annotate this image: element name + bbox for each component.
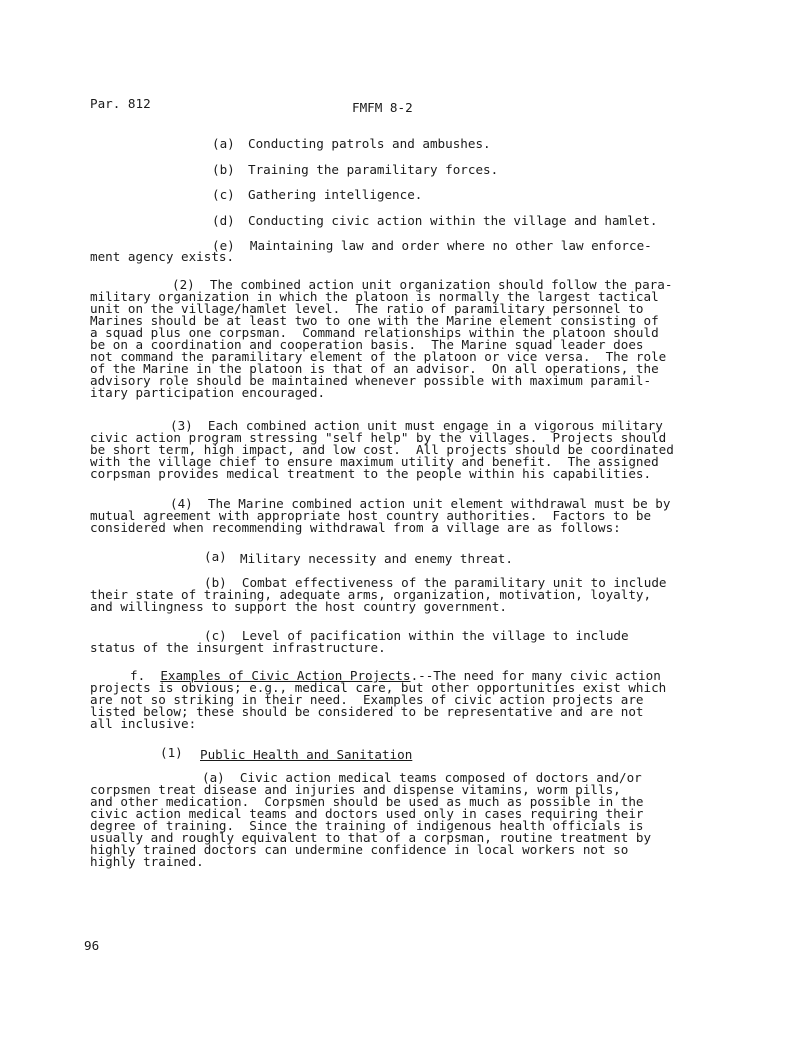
item-e-line: ment agency exists. xyxy=(90,249,235,264)
para3-line: with the village chief to ensure maximum utility and benefit. The assigned xyxy=(90,454,659,469)
para2-line: military organization in which the platoon is normally the largest tactical xyxy=(90,289,659,304)
section-f-line: projects is obvious; e.g., medical care, but other opportunities exist which xyxy=(90,680,667,695)
sub1-a-line: civic action medical teams and doctors used only in cases requiring their xyxy=(90,806,644,821)
header-manual-id: FMFM 8-2 xyxy=(352,100,413,115)
list-item-label: (d) xyxy=(212,213,235,228)
section-f-heading: Examples of Civic Action Projects xyxy=(160,668,411,683)
list-item-text: Conducting civic action within the village and hamlet. xyxy=(248,213,658,228)
list-item-text: Training the paramilitary forces. xyxy=(248,162,499,177)
para2-line: be on a coordination and cooperation basis. The Marine squad leader does xyxy=(90,337,644,352)
para3-line: (3) Each combined action unit must engage in a vigorous military xyxy=(170,418,663,433)
para2-line: itary participation encouraged. xyxy=(90,385,326,400)
sub1-a-line: corpsmen treat disease and injuries and dispense vitamins, worm pills, xyxy=(90,782,621,797)
para4-b-line: their state of training, adequate arms, organization, motivation, loyalty, xyxy=(90,587,652,602)
para2-line: a squad plus one corpsman. Command relationships within the platoon should xyxy=(90,325,659,340)
para4-a-label: (a) xyxy=(204,549,227,564)
section-f-line: listed below; these should be considered to be representative and are not xyxy=(90,704,644,719)
para4-line: mutual agreement with appropriate host country authorities. Factors to be xyxy=(90,508,652,523)
sub1-a-line: and other medication. Corpsmen should be used as much as possible in the xyxy=(90,794,644,809)
sub1-a-line: usually and roughly equivalent to that of a corpsman, routine treatment by xyxy=(90,830,652,845)
list-item-text: Gathering intelligence. xyxy=(248,187,423,202)
list-item-text: Conducting patrols and ambushes. xyxy=(248,136,491,151)
para3-line: civic action program stressing "self help" by the villages. Projects should xyxy=(90,430,667,445)
header-paragraph-ref: Par. 812 xyxy=(90,96,151,111)
section-f-line: are not so striking in their need. Examples of civic action projects are xyxy=(90,692,644,707)
page-number: 96 xyxy=(84,938,100,953)
item-e-line: (e) Maintaining law and order where no other law enforce- xyxy=(212,238,652,253)
para2-line: unit on the village/hamlet level. The ratio of paramilitary personnel to xyxy=(90,301,644,316)
list-item-label: (c) xyxy=(212,187,235,202)
section-f-line: all inclusive: xyxy=(90,716,197,731)
section-f-first-line-rest: .--The need for many civic action xyxy=(410,668,661,683)
list-item-label: (a) xyxy=(212,136,235,151)
para3-line: be short term, high impact, and low cost. All projects should be coordinated xyxy=(90,442,674,457)
sub1-label: (1) xyxy=(160,745,183,760)
sub1-a-line: highly trained. xyxy=(90,854,204,869)
sub1-a-line: degree of training. Since the training of indigenous health officials is xyxy=(90,818,644,833)
para4-c-line: status of the insurgent infrastructure. xyxy=(90,640,386,655)
para2-line: of the Marine in the platoon is that of an advisor. On all operations, the xyxy=(90,361,659,376)
sub1-a-line: (a) Civic action medical teams composed of doctors and/or xyxy=(202,770,642,785)
para2-line: not command the paramilitary element of the platoon or vice versa. The role xyxy=(90,349,667,364)
sub1-a-line: highly trained doctors can undermine confidence in local workers not so xyxy=(90,842,629,857)
para4-a-text: Military necessity and enemy threat. xyxy=(240,551,513,566)
para4-c-line: (c) Level of pacification within the village to include xyxy=(204,628,629,643)
para2-line: (2) The combined action unit organization should follow the para- xyxy=(172,277,673,292)
sub1-heading: Public Health and Sanitation xyxy=(200,747,413,762)
para4-line: considered when recommending withdrawal from a village are as follows: xyxy=(90,520,621,535)
para3-line: corpsman provides medical treatment to the people within his capabilities. xyxy=(90,466,652,481)
para4-b-line: and willingness to support the host country government. xyxy=(90,599,508,614)
list-item-label: (b) xyxy=(212,162,235,177)
para4-line: (4) The Marine combined action unit element withdrawal must be by xyxy=(170,496,671,511)
section-f-label: f. xyxy=(130,668,146,683)
para2-line: advisory role should be maintained whenever possible with maximum paramil- xyxy=(90,373,652,388)
para2-line: Marines should be at least two to one with the Marine element consisting of xyxy=(90,313,659,328)
para4-b-line: (b) Combat effectiveness of the paramilitary unit to include xyxy=(204,575,667,590)
